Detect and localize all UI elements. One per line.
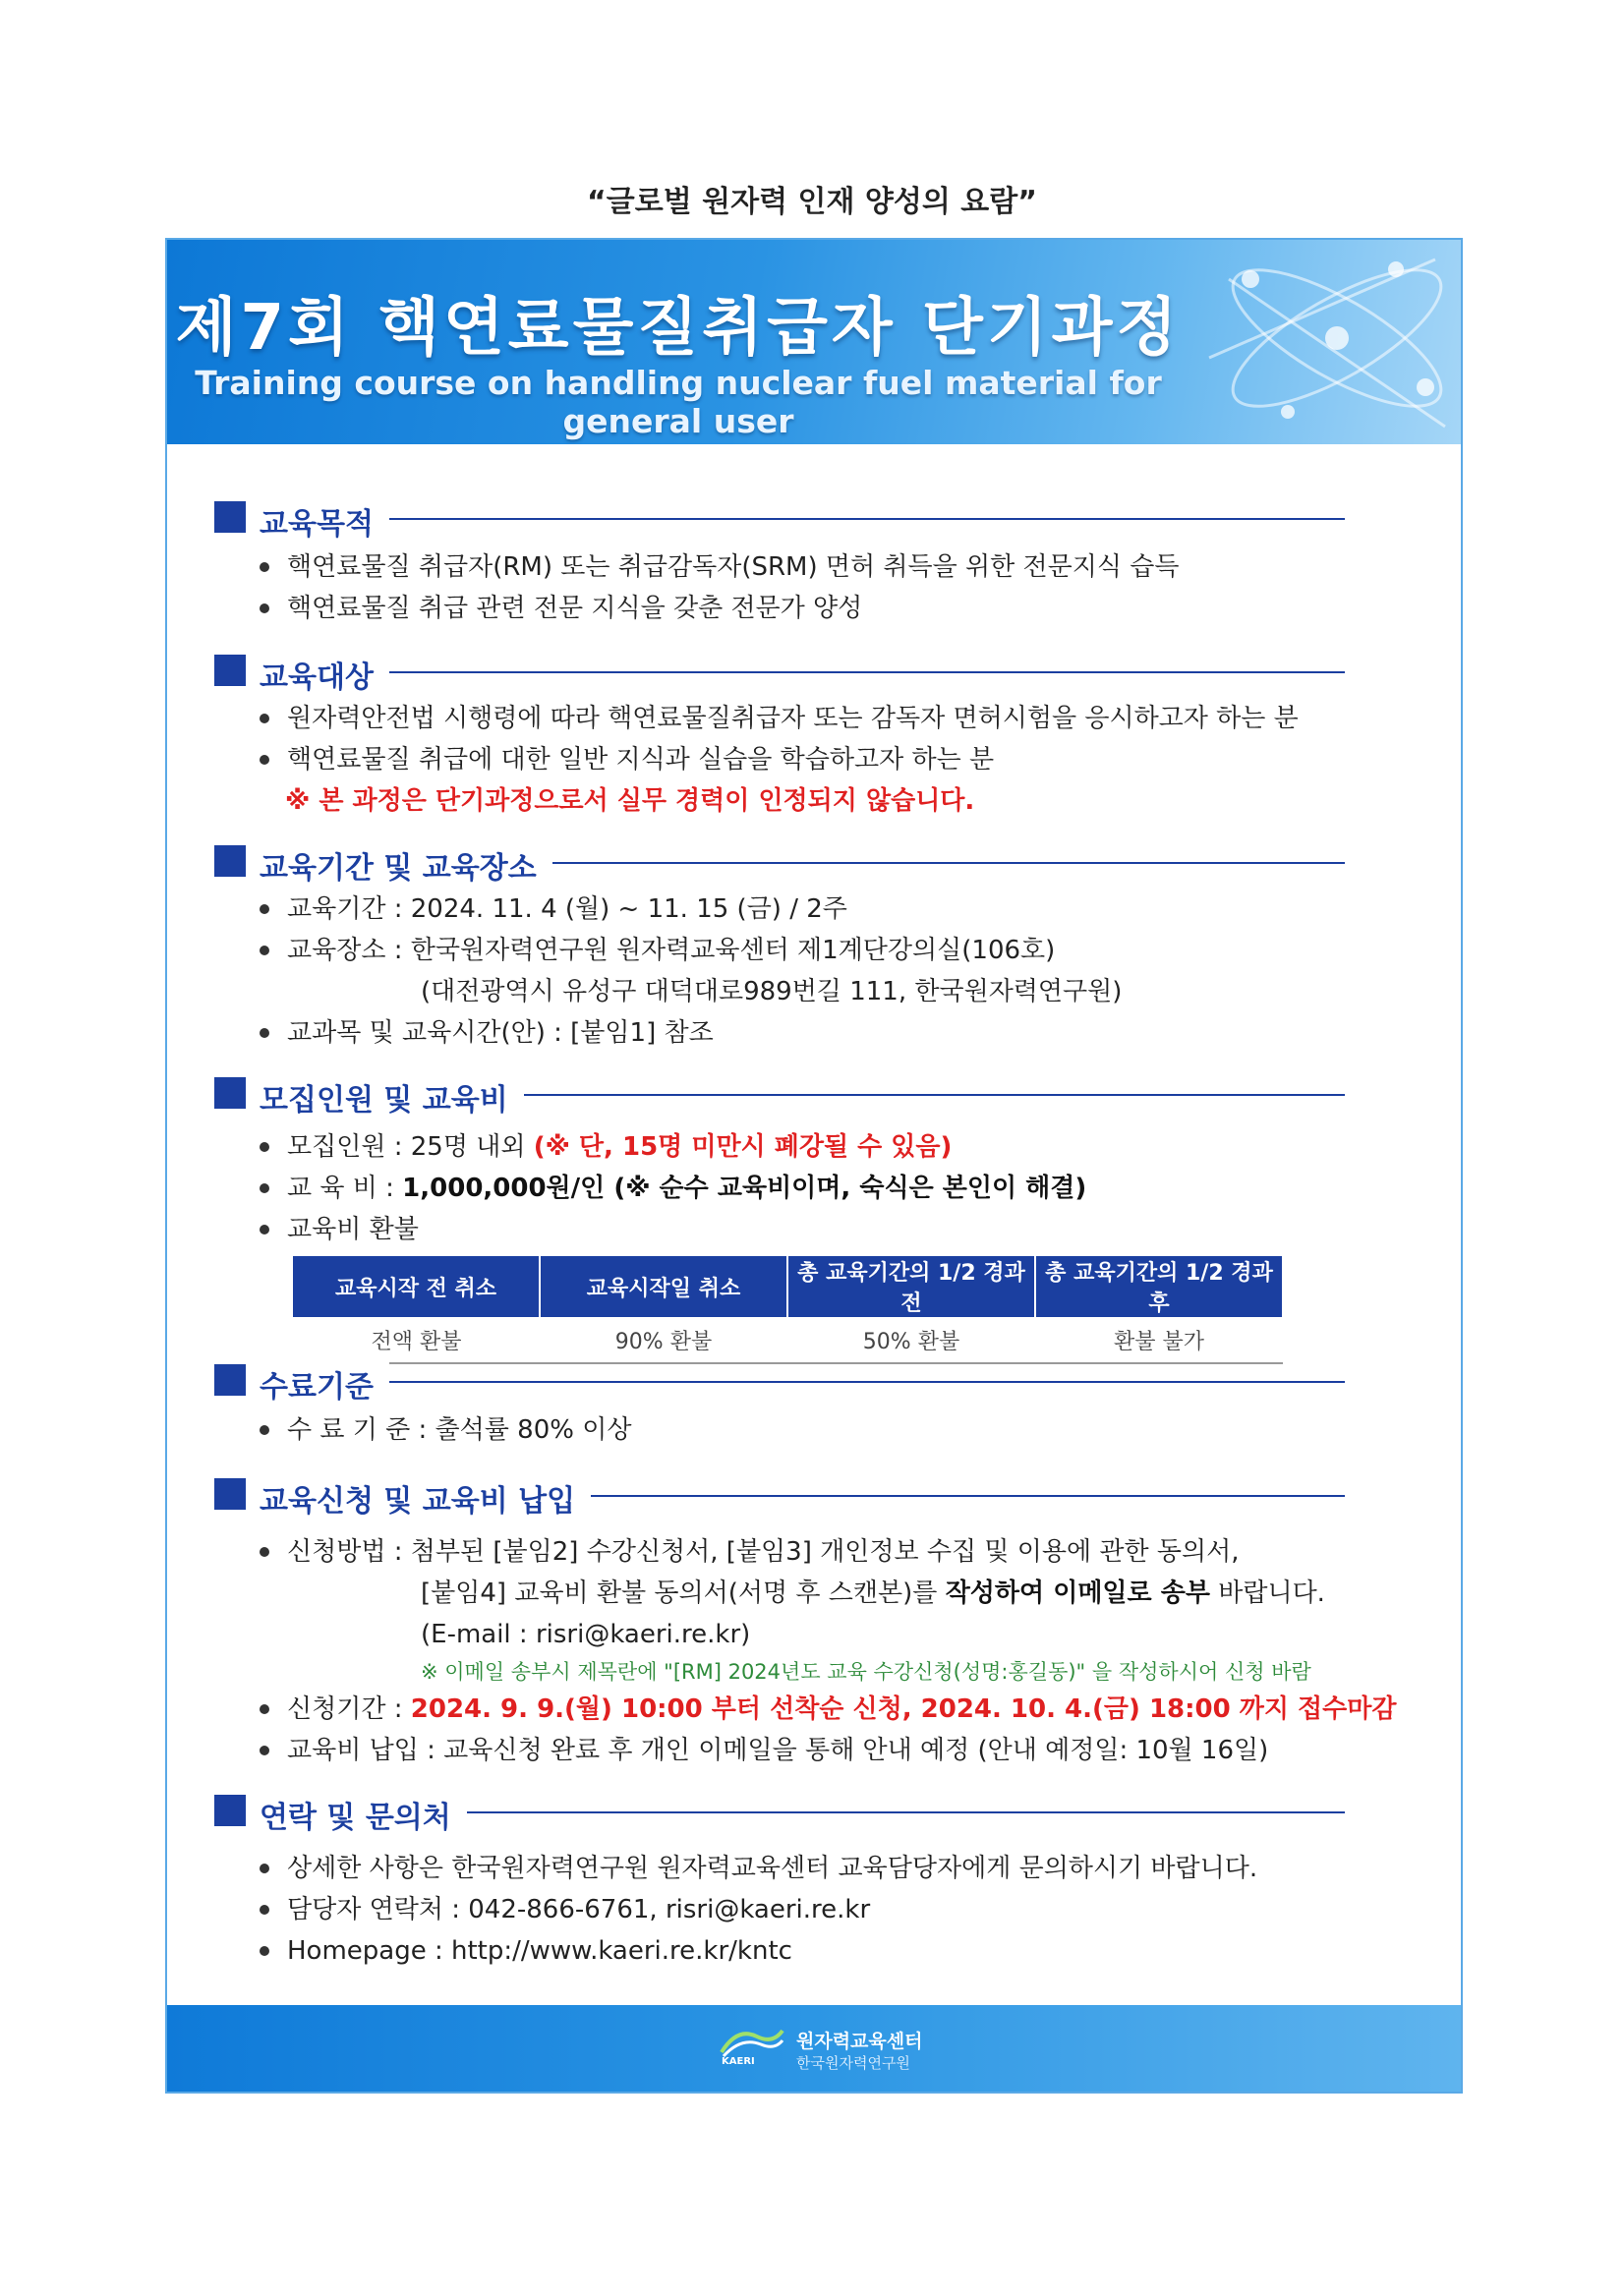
section-marker bbox=[214, 1077, 246, 1109]
table-cell: 전액 환불 bbox=[293, 1317, 540, 1363]
bullet-icon bbox=[260, 1746, 269, 1755]
recruit-note: (※ 단, 15명 미만시 폐강될 수 있음) bbox=[533, 1132, 953, 1162]
bullet-icon bbox=[260, 562, 269, 572]
bullet-icon bbox=[260, 904, 269, 914]
section-title: 교육기간 및 교육장소 bbox=[260, 843, 552, 887]
section-title: 교육대상 bbox=[260, 653, 389, 696]
table-cell: 90% 환불 bbox=[540, 1317, 787, 1363]
list-item: 교 육 비 : 1,000,000원/인 (※ 순수 교육비이며, 숙식은 본인이 해결) bbox=[214, 1168, 1345, 1209]
contact-email: (E-mail : risri@kaeri.re.kr) bbox=[421, 1620, 751, 1649]
bullet-icon bbox=[260, 603, 269, 613]
bullet-icon bbox=[260, 1425, 269, 1435]
institute-name: 한국원자력연구원 bbox=[796, 2054, 910, 2072]
refund-table bbox=[293, 1256, 1284, 1364]
section-target bbox=[214, 651, 1345, 822]
section-title: 연락 및 문의처 bbox=[260, 1793, 467, 1836]
logo-abbr: KAERI bbox=[722, 2056, 755, 2067]
list-item: 교육기간 : 2024. 11. 4 (월) ~ 11. 15 (금) / 2주 bbox=[214, 889, 1345, 930]
bullet-icon bbox=[260, 1946, 269, 1956]
course-title: 제7회 핵연료물질취급자 단기과정 bbox=[175, 292, 1182, 365]
list-item: 핵연료물질 취급 관련 전문 지식을 갖춘 전문가 양성 bbox=[214, 588, 1345, 629]
bullet-icon bbox=[260, 1183, 269, 1193]
section-contact bbox=[214, 1791, 1345, 1972]
list-item: 교과목 및 교육시간(안) : [붙임1] 참조 bbox=[214, 1012, 1345, 1054]
section-application bbox=[214, 1474, 1397, 1771]
bullet-icon bbox=[260, 1142, 269, 1152]
bullet-icon bbox=[260, 1864, 269, 1873]
address: (대전광역시 유성구 대덕대로989번길 111, 한국원자력연구원) bbox=[421, 977, 1123, 1006]
method-continued: [붙임4] 교육비 환불 동의서(서명 후 스캔본)를 작성하여 이메일로 송부 바랍니다. bbox=[421, 1578, 1325, 1608]
bullet-icon bbox=[260, 755, 269, 765]
table-header-row bbox=[293, 1256, 1283, 1317]
kaeri-logo bbox=[718, 2023, 934, 2078]
section-title: 교육목적 bbox=[260, 499, 389, 543]
table-header: 교육시작일 취소 bbox=[540, 1256, 787, 1317]
section-header bbox=[214, 497, 1345, 542]
list-item: Homepage : http://www.kaeri.re.kr/kntc bbox=[214, 1930, 1345, 1972]
table-header: 총 교육기간의 1/2 경과 전 bbox=[787, 1256, 1035, 1317]
footer-banner bbox=[167, 2005, 1461, 2092]
section-purpose bbox=[214, 497, 1345, 629]
section-marker bbox=[214, 1795, 246, 1826]
list-item: 교육장소 : 한국원자력연구원 원자력교육센터 제1계단강의실(106호) bbox=[214, 930, 1345, 971]
list-item: 교육비 납입 : 교육신청 완료 후 개인 이메일을 통해 안내 예정 (안내 예정일: 10월 16일) bbox=[214, 1730, 1345, 1771]
tagline: “글로벌 원자력 인재 양성의 요람” bbox=[587, 185, 1037, 219]
section-header bbox=[214, 1474, 1345, 1519]
section-recruit-fee bbox=[214, 1073, 1345, 1364]
section-title: 교육신청 및 교육비 납입 bbox=[260, 1476, 591, 1520]
email-subject-note: ※ 이메일 송부시 제목란에 "[RM] 2024년도 교육 수강신청(성명:홍길동)" 을 작성하시어 신청 바람 bbox=[421, 1660, 1311, 1684]
career-note: ※ 본 과정은 단기과정으로서 실무 경력이 인정되지 않습니다. bbox=[285, 786, 975, 816]
section-marker bbox=[214, 1478, 246, 1510]
bullet-icon bbox=[260, 1704, 269, 1714]
bullet-icon bbox=[260, 1028, 269, 1038]
section-title: 모집인원 및 교육비 bbox=[260, 1075, 524, 1119]
section-completion bbox=[214, 1360, 1345, 1451]
bullet-icon bbox=[260, 946, 269, 955]
atom-icon bbox=[1189, 240, 1461, 444]
bullet-icon bbox=[260, 1225, 269, 1234]
list-item: 신청기간 : 2024. 9. 9.(월) 10:00 부터 선착순 신청, 2024. 10. 4.(금) 18:00 까지 접수마감 bbox=[214, 1689, 1345, 1730]
section-title: 수료기준 bbox=[260, 1362, 389, 1406]
bullet-icon bbox=[260, 1905, 269, 1915]
list-item: 수 료 기 준 : 출석률 80% 이상 bbox=[214, 1409, 1345, 1451]
list-item: 담당자 연락처 : 042-866-6761, risri@kaeri.re.kr bbox=[214, 1889, 1345, 1930]
table-header: 총 교육기간의 1/2 경과 후 bbox=[1035, 1256, 1283, 1317]
list-item: 상세한 사항은 한국원자력연구원 원자력교육센터 교육담당자에게 문의하시기 바랍니다. bbox=[214, 1848, 1345, 1889]
bullet-icon bbox=[260, 1547, 269, 1557]
list-item: 핵연료물질 취급에 대한 일반 지식과 실습을 학습하고자 하는 분 bbox=[214, 739, 1345, 780]
section-header bbox=[214, 841, 1345, 886]
poster bbox=[165, 238, 1463, 2094]
center-name: 원자력교육센터 bbox=[796, 2031, 923, 2052]
list-item: 신청방법 : 첨부된 [붙임2] 수강신청서, [붙임3] 개인정보 수집 및 이용에 관한 동의서, bbox=[214, 1531, 1345, 1573]
section-marker bbox=[214, 655, 246, 686]
application-period: 2024. 9. 9.(월) 10:00 부터 선착순 신청, 2024. 10. 4.(금) 18:00 까지 접수마감 bbox=[410, 1694, 1397, 1724]
section-marker bbox=[214, 501, 246, 533]
table-cell: 환불 불가 bbox=[1035, 1317, 1283, 1363]
table-header: 교육시작 전 취소 bbox=[293, 1256, 540, 1317]
list-item: 핵연료물질 취급자(RM) 또는 취급감독자(SRM) 면허 취득을 위한 전문지식 습득 bbox=[214, 546, 1345, 588]
section-marker bbox=[214, 845, 246, 877]
section-header bbox=[214, 1360, 1345, 1405]
section-header bbox=[214, 651, 1345, 695]
table-row bbox=[293, 1317, 1283, 1363]
list-item: 원자력안전법 시행령에 따라 핵연료물질취급자 또는 감독자 면허시험을 응시하고자 하는 분 bbox=[214, 698, 1345, 739]
course-subtitle: Training course on handling nuclear fuel material for general user bbox=[195, 364, 1162, 440]
bullet-icon bbox=[260, 714, 269, 723]
list-item: 교육비 환불 bbox=[214, 1209, 1345, 1250]
section-marker bbox=[214, 1364, 246, 1396]
section-header bbox=[214, 1073, 1345, 1118]
fee-value: 1,000,000원/인 (※ 순수 교육비이며, 숙식은 본인이 해결) bbox=[402, 1174, 1087, 1203]
list-item: 모집인원 : 25명 내외 (※ 단, 15명 미만시 폐강될 수 있음) bbox=[214, 1126, 1345, 1168]
table-cell: 50% 환불 bbox=[787, 1317, 1035, 1363]
section-period-place bbox=[214, 841, 1345, 1054]
section-header bbox=[214, 1791, 1345, 1835]
header-banner bbox=[167, 240, 1461, 444]
